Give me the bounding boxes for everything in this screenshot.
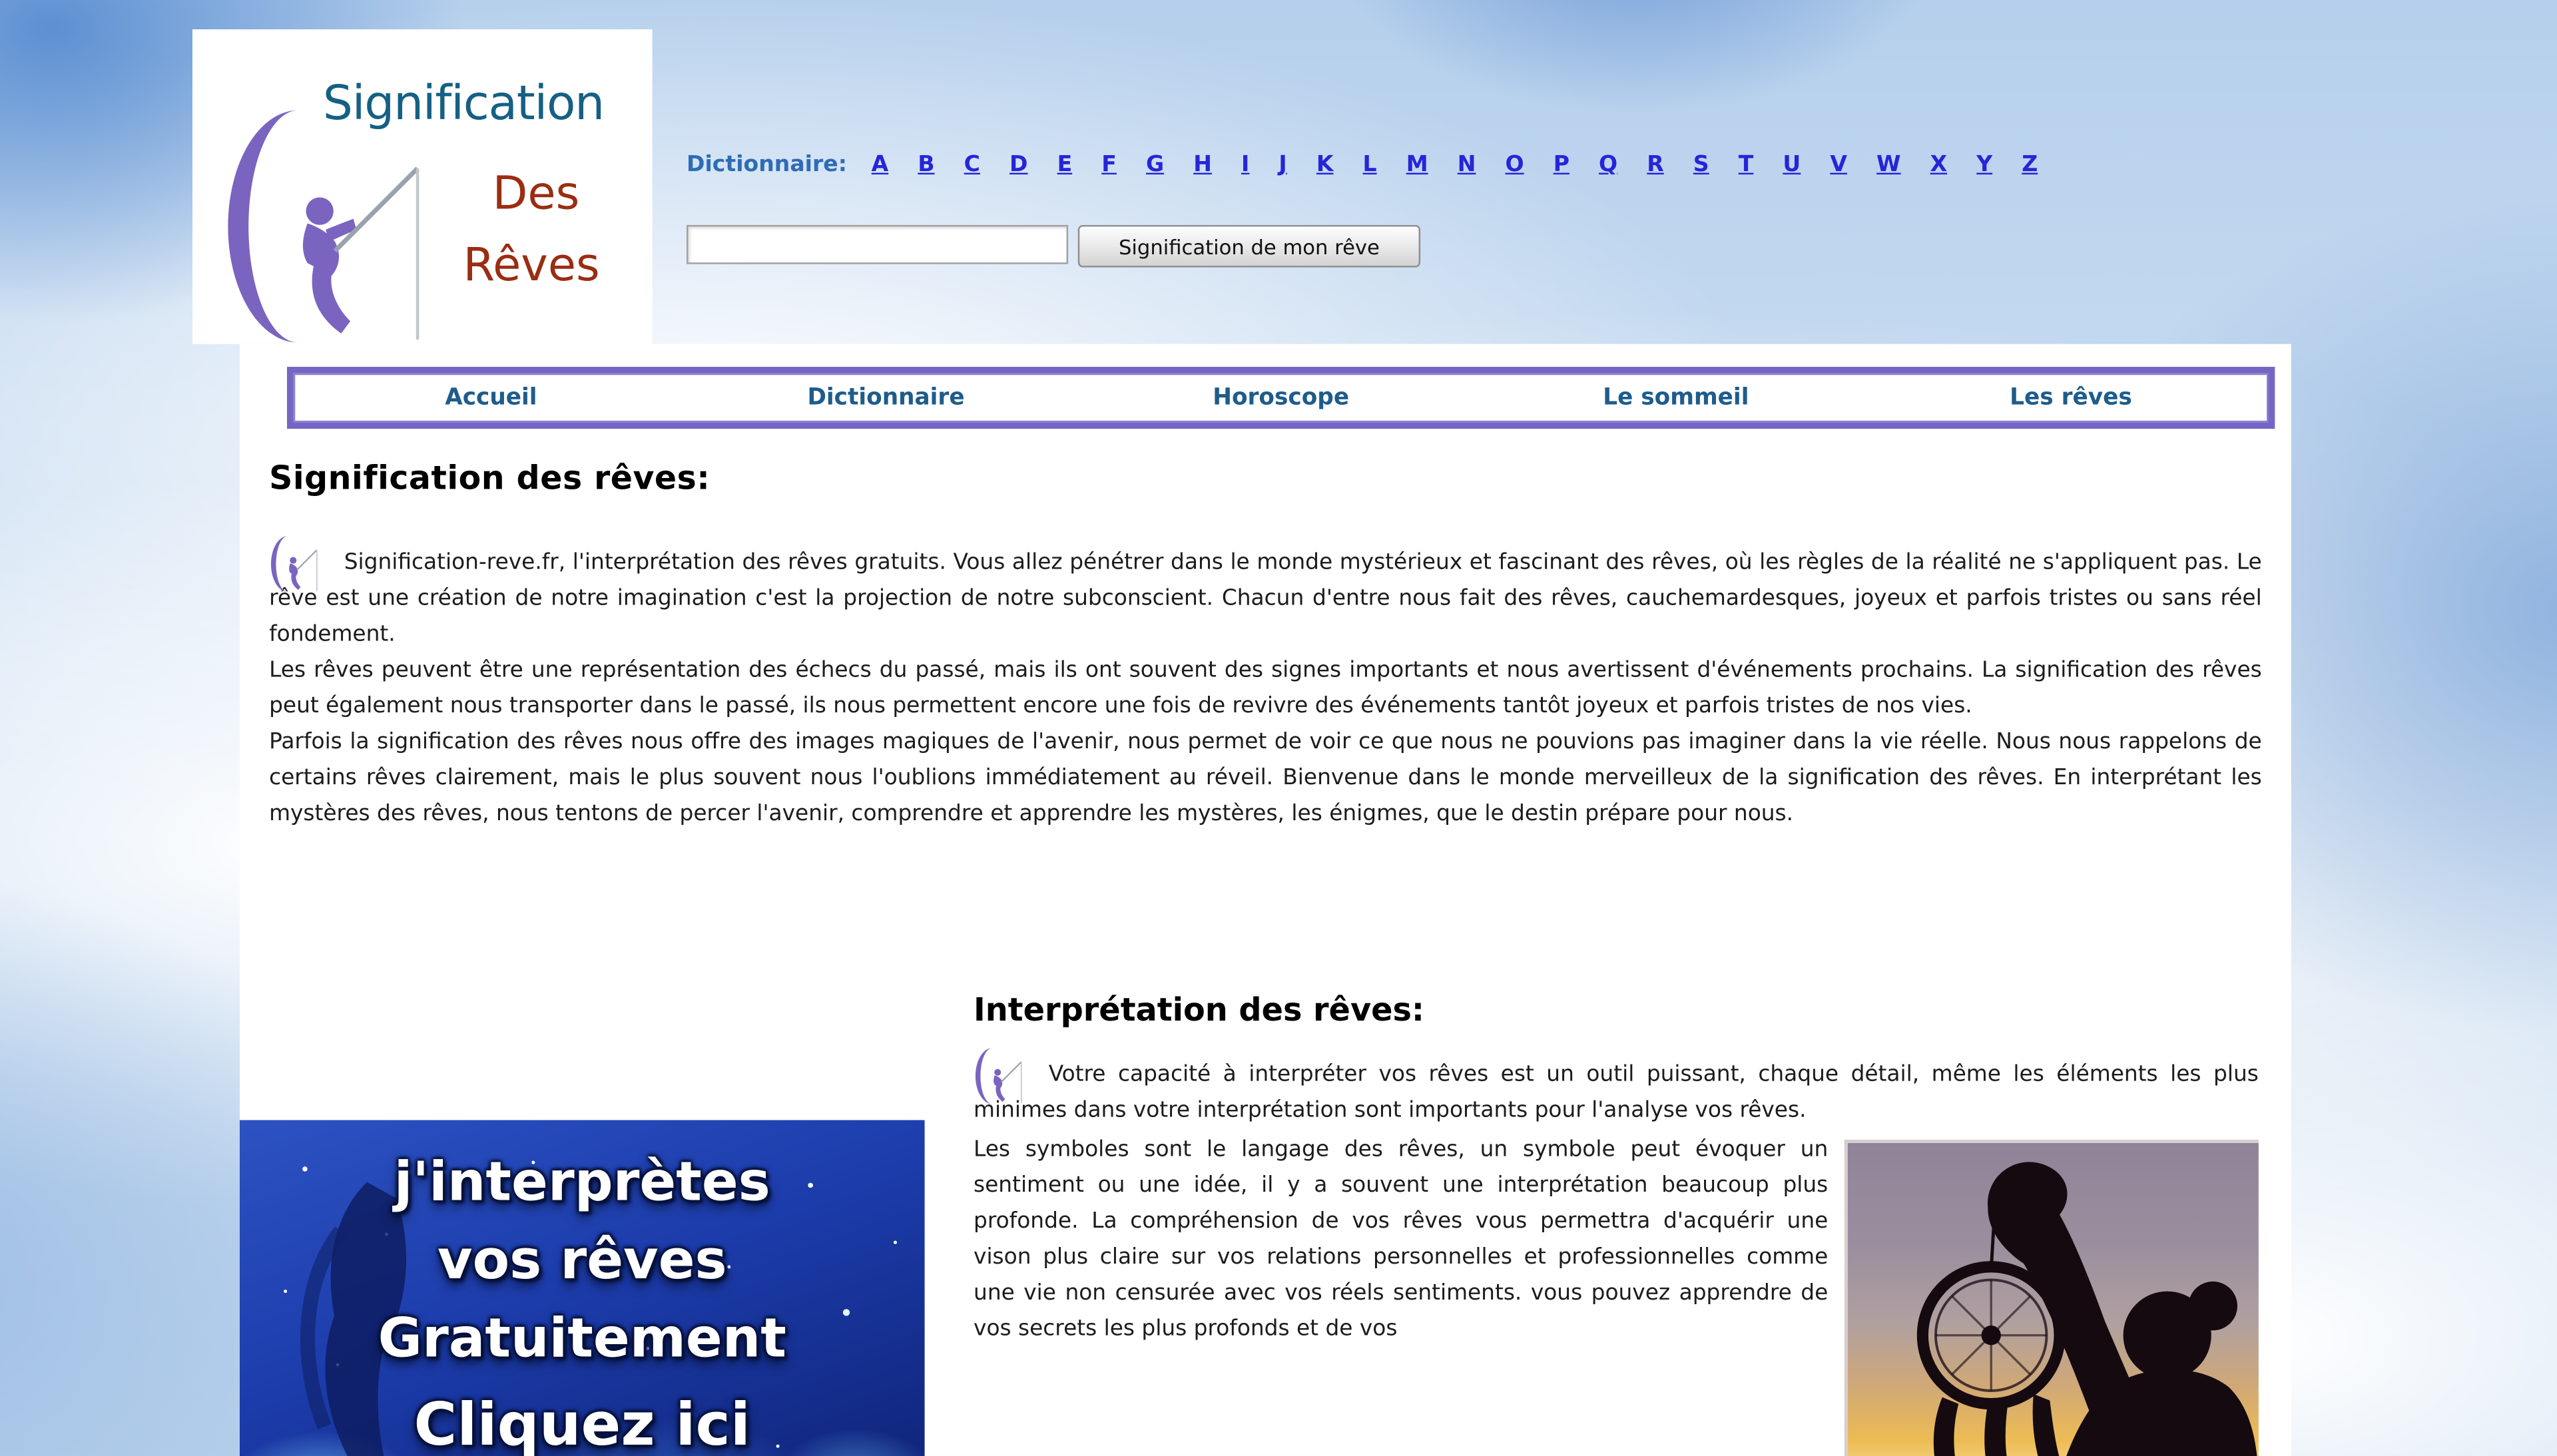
section2-p2-wrap	[974, 1133, 2259, 1348]
section2-paragraph	[974, 1058, 2259, 1130]
banner-line: Gratuitement	[378, 1306, 786, 1370]
site-logo[interactable]	[192, 29, 653, 344]
section2-p2: Les symboles sont le langage des rêves, un symbole peut évoquer un sentiment ou une idée, il y a souvent une interprétation beaucoup plus profonde. La compréhension de vos rêves vous permettra d'acquérir une vison plus claire sur vos relations personnelles et professionnelles comme une vie non censurée avec vos réels sentiments. vous pouvez apprendre de vos secrets les plus profonds et de vos	[974, 1138, 1829, 1342]
dictionary-letter-link[interactable]: Z	[2022, 151, 2038, 178]
dictionary-letter-link[interactable]: M	[1406, 151, 1428, 178]
section1-p3: Parfois la signification des rêves nous offre des images magiques de l'avenir, nous permet de voir ce que nous ne pouvions pas imaginer dans la vie réelle. Nous nous rappelons de certains rêves clairement, mais le plus souvent nous l'oublions immédiatement au réveil. Bienvenue dans le monde merveilleux de la signification des rêves. En interprétant les mystères des rêves, nous tentons de percer l'avenir, comprendre et apprendre les mystères, les énigmes, que le destin prépare pour nous.	[269, 730, 2262, 827]
dream-search-input[interactable]	[687, 225, 1068, 264]
dictionary-letter-link[interactable]: T	[1738, 151, 1754, 178]
dictionary-letter-link[interactable]: K	[1316, 151, 1334, 178]
section2-heading: Interprétation des rêves:	[974, 991, 1424, 1029]
dictionary-letter-link[interactable]: N	[1457, 151, 1476, 178]
nav-item-horoscope[interactable]: Horoscope	[1213, 384, 1350, 411]
dictionary-letter-link[interactable]: J	[1278, 151, 1287, 178]
logo-title: Signification	[322, 75, 604, 130]
dictionary-letter-bar	[687, 152, 2067, 178]
dictionary-letter-link[interactable]: X	[1930, 151, 1948, 178]
nav-item-accueil[interactable]: Accueil	[445, 384, 537, 411]
dream-interpretation-banner[interactable]	[240, 1120, 925, 1455]
dictionary-letter-link[interactable]: Q	[1599, 151, 1618, 178]
banner-line: Cliquez ici	[414, 1392, 751, 1456]
dictionary-letter-link[interactable]: W	[1876, 151, 1901, 178]
moon-bullet-icon	[970, 1037, 1025, 1114]
section1-p2: Les rêves peuvent être une représentation des échecs du passé, mais ils ont souvent des signes importants et nous avertissent d'événements prochains. La signification des rêves peut également nous transporter dans le passé, ils nous permettent encore une fois de revivre des événements tantôt joyeux et parfois tristes de nos vies.	[269, 658, 2262, 720]
section2-text	[974, 1058, 2259, 1456]
dictionary-letter-link[interactable]: V	[1830, 151, 1847, 178]
nav-item-les-reves[interactable]: Les rêves	[2010, 384, 2132, 411]
dictionary-letter-link[interactable]: A	[871, 151, 889, 178]
dictionary-letter-link[interactable]: L	[1362, 151, 1377, 178]
dictionary-letters	[872, 152, 2068, 178]
dictionary-letter-link[interactable]: H	[1193, 151, 1212, 178]
dictionary-letter-link[interactable]: O	[1505, 151, 1524, 178]
logo-subtitle-reves: Rêves	[463, 238, 600, 292]
main-nav	[287, 367, 2275, 429]
section2-p1: Votre capacité à interpréter vos rêves est un outil puissant, chaque détail, même les éléments les plus minimes dans votre interprétation sont importants pour l'analyse vos rêves.	[974, 1063, 2259, 1124]
dictionary-letter-link[interactable]: R	[1647, 151, 1664, 178]
dictionary-letter-link[interactable]: E	[1057, 151, 1073, 178]
dictionary-letter-link[interactable]: U	[1783, 151, 1801, 178]
banner-line: j'interprètes	[394, 1149, 770, 1214]
section1-p1: Signification-reve.fr, l'interprétation des rêves gratuits. Vous allez pénétrer dans le monde mystérieux et fascinant des rêves, où les règles de la réalité ne s'appliquent pas. Le rêve est une création de notre imagination c'est la projection de notre subconscient. Chacun d'entre nous fait des rêves, cauchemardesques, joyeux et parfois tristes ou sans réel fondement.	[269, 551, 2262, 648]
dictionary-letter-link[interactable]: D	[1009, 151, 1028, 178]
dictionary-letter-link[interactable]: S	[1693, 151, 1709, 178]
dictionary-letter-link[interactable]: C	[964, 151, 980, 178]
nav-item-dictionnaire[interactable]: Dictionnaire	[807, 384, 965, 411]
dictionary-letter-link[interactable]: B	[918, 151, 935, 178]
nav-item-le-sommeil[interactable]: Le sommeil	[1603, 384, 1749, 411]
banner-text	[240, 1120, 925, 1455]
dictionary-letter-link[interactable]: Y	[1976, 151, 1993, 178]
section1-text	[269, 546, 2262, 833]
moon-fisher-icon	[199, 101, 443, 346]
dictionary-label: Dictionnaire:	[687, 151, 847, 178]
banner-line: vos rêves	[437, 1228, 727, 1292]
dictionary-letter-link[interactable]: F	[1101, 151, 1117, 178]
moon-bullet-icon	[266, 525, 321, 602]
dreamcatcher-silhouette-icon	[1848, 1143, 2259, 1456]
main-content	[240, 344, 2291, 1456]
dream-search-button[interactable]: Signification de mon rêve	[1078, 225, 1420, 268]
dictionary-letter-link[interactable]: G	[1145, 151, 1165, 178]
logo-subtitle-des: Des	[492, 166, 580, 220]
dictionary-letter-link[interactable]: I	[1241, 151, 1250, 178]
dreamcatcher-image	[1845, 1140, 2259, 1456]
section1-heading: Signification des rêves:	[269, 458, 710, 497]
section1-paragraph	[269, 546, 2262, 654]
dictionary-letter-link[interactable]: P	[1553, 151, 1569, 178]
